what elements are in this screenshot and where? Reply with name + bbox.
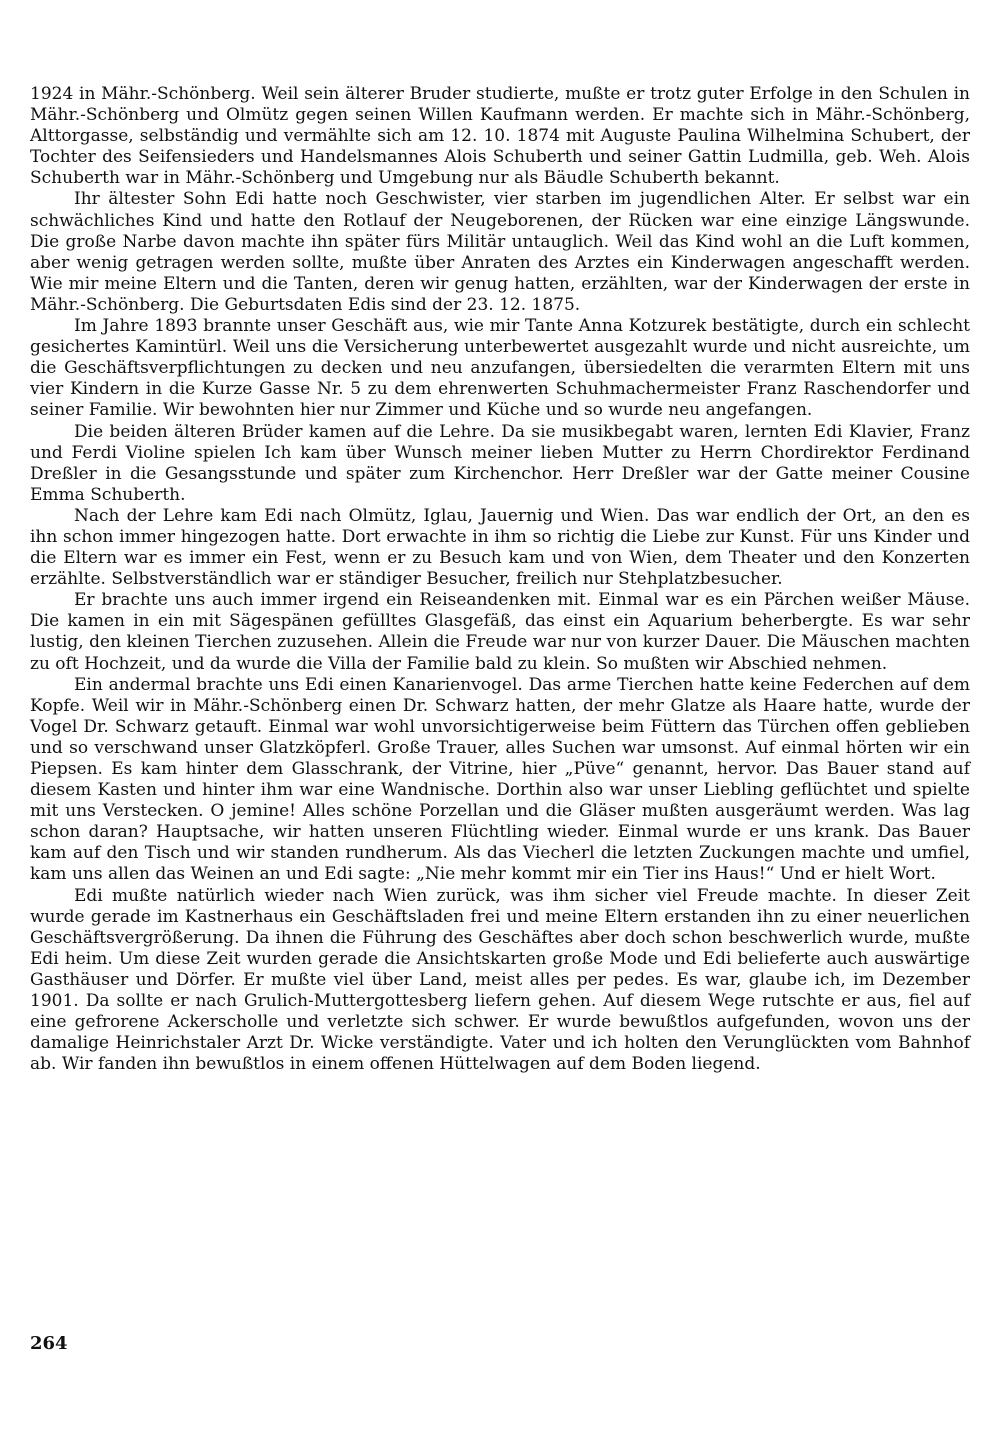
paragraph-5: Nach der Lehre kam Edi nach Olmütz, Iglau, Jauernig und Wien. Das war endlich der Ort, an den es ihn schon immer hingezogen hatte. Dort erwachte in ihm so richtig die Liebe zur Kunst. Für uns Kinder und die Eltern war es immer ein Fest, wenn er zu Besuch kam und von Wien, dem Theater und den Konzerten erzählte. Selbstverständlich war er ständiger Besucher, freilich nur Stehplatzbesucher. [30, 505, 970, 590]
paragraph-6: Er brachte uns auch immer irgend ein Reiseandenken mit. Einmal war es ein Pärchen weißer Mäuse. Die kamen in ein mit Sägespänen gefülltes Glasgefäß, das einst ein Aquarium beherbergte. Es war sehr lustig, den kleinen Tierchen zuzusehen. Allein die Freude war nur von kurzer Dauer. Die Mäuschen machten zu oft Hochzeit, und da wurde die Villa der Familie bald zu klein. So mußten wir Abschied nehmen. [30, 590, 970, 674]
paragraph-1: 1924 in Mähr.-Schönberg. Weil sein älterer Bruder studierte, mußte er trotz guter Erfolge in den Schulen in Mähr.-Schönberg und Olmütz gegen seinen Willen Kaufmann werden. Er machte sich in Mähr.-Schönberg, Alttorgasse, selbständig und vermählte sich am 12. 10. 1874 mit Auguste Paulina Wilhelmina Schubert, der Tochter des Seifensieders und Handelsmannes Alois Schuberth und seiner Gattin Ludmilla, geb. Weh. Alois Schuberth war in Mähr.-Schönberg und Umgebung nur als Bäudle Schuberth bekannt. [30, 84, 970, 189]
paragraph-4: Die beiden älteren Brüder kamen auf die Lehre. Da sie musikbegabt waren, lernten Edi Klavier, Franz und Ferdi Violine spielen Ich kam über Wunsch meiner lieben Mutter zu Herrn Chordirektor Ferdinand Dreßler in die Gesangsstunde und später zum Kirchenchor. Herr Dreßler war der Gatte meiner Cousine Emma Schuberth. [30, 421, 970, 505]
paragraph-2: Ihr ältester Sohn Edi hatte noch Geschwister, vier starben im jugendlichen Alter. Er selbst war ein schwächliches Kind und hatte den Rotlauf der Neugeborenen, der Rücken war eine einzige Längswunde. Die große Narbe davon machte ihn später fürs Militär untauglich. Weil das Kind wohl an die Luft kommen, aber wenig getragen werden sollte, mußte über Anraten des Arztes ein Kinderwagen angeschafft werden. Wie mir meine Eltern und die Tanten, deren wir genug hatten, erzählten, war der Kinderwagen der erste in Mähr.-Schönberg. Die Geburtsdaten Edis sind der 23. 12. 1875. [30, 189, 970, 315]
page-number: 264 [30, 1333, 68, 1354]
paragraph-7: Ein andermal brachte uns Edi einen Kanarienvogel. Das arme Tierchen hatte keine Federchen auf dem Kopfe. Weil wir in Mähr.-Schönberg einen Dr. Schwarz hatten, der mehr Glatze als Haare hatte, wurde der Vogel Dr. Schwarz getauft. Einmal war wohl unvorsichtigerweise beim Füttern das Türchen offen geblieben und so verschwand unser Glatzköpferl. Große Trauer, alles Suchen war umsonst. Auf einmal hörten wir ein Piepsen. Es kam hinter dem Glasschrank, der Vitrine, hier „Püve“ genannt, hervor. Das Bauer stand auf diesem Kasten und hinter ihm war eine Wandnische. Dorthin also war unser Liebling geflüchtet und spielte mit uns Verstecken. O jemine! Alles schöne Porzellan und die Gläser mußten ausgeräumt werden. Was lag schon daran? Hauptsache, wir hatten unseren Flüchtling wieder. Einmal wurde er uns krank. Das Bauer kam auf den Tisch und wir standen rundherum. Als das Viecherl die letzten Zuckungen machte und umfiel, kam uns allen das Weinen an und Edi sagte: „Nie mehr kommt mir ein Tier ins Haus!“ Und er hielt Wort. [30, 674, 970, 885]
paragraph-8: Edi mußte natürlich wieder nach Wien zurück, was ihm sicher viel Freude machte. In dieser Zeit wurde gerade im Kastnerhaus ein Geschäftsladen frei und meine Eltern erstanden ihn zu einer neuerlichen Geschäftsvergrößerung. Da ihnen die Führung des Geschäftes aber doch schon beschwerlich wurde, mußte Edi heim. Um diese Zeit wurden gerade die Ansichtskarten große Mode und Edi belieferte auch auswärtige Gasthäuser und Dörfer. Er mußte viel über Land, meist alles per pedes. Es war, glaube ich, im Dezember 1901. Da sollte er nach Grulich-Muttergottesberg liefern gehen. Auf diesem Wege rutschte er aus, fiel auf eine gefrorene Ackerscholle und verletzte sich schwer. Er wurde bewußtlos aufgefunden, wovon uns der damalige Heinrichstaler Arzt Dr. Wicke verständigte. Vater und ich holten den Verunglückten vom Bahnhof ab. Wir fanden ihn bewußtlos in einem offenen Hüttelwagen auf dem Boden liegend. [30, 885, 970, 1075]
page-body [30, 84, 970, 1075]
paragraph-3: Im Jahre 1893 brannte unser Geschäft aus, wie mir Tante Anna Kotzurek bestätigte, durch ein schlecht gesichertes Kamintürl. Weil uns die Versicherung unterbewertet ausgezahlt wurde und nicht ausreichte, um die Geschäftsverpflichtungen zu decken und neu anzufangen, übersiedelten die verarmten Eltern mit uns vier Kindern in die Kurze Gasse Nr. 5 zu dem ehrenwerten Schuhmachermeister Franz Raschendorfer und seiner Familie. Wir bewohnten hier nur Zimmer und Küche und so wurde neu angefangen. [30, 316, 970, 421]
